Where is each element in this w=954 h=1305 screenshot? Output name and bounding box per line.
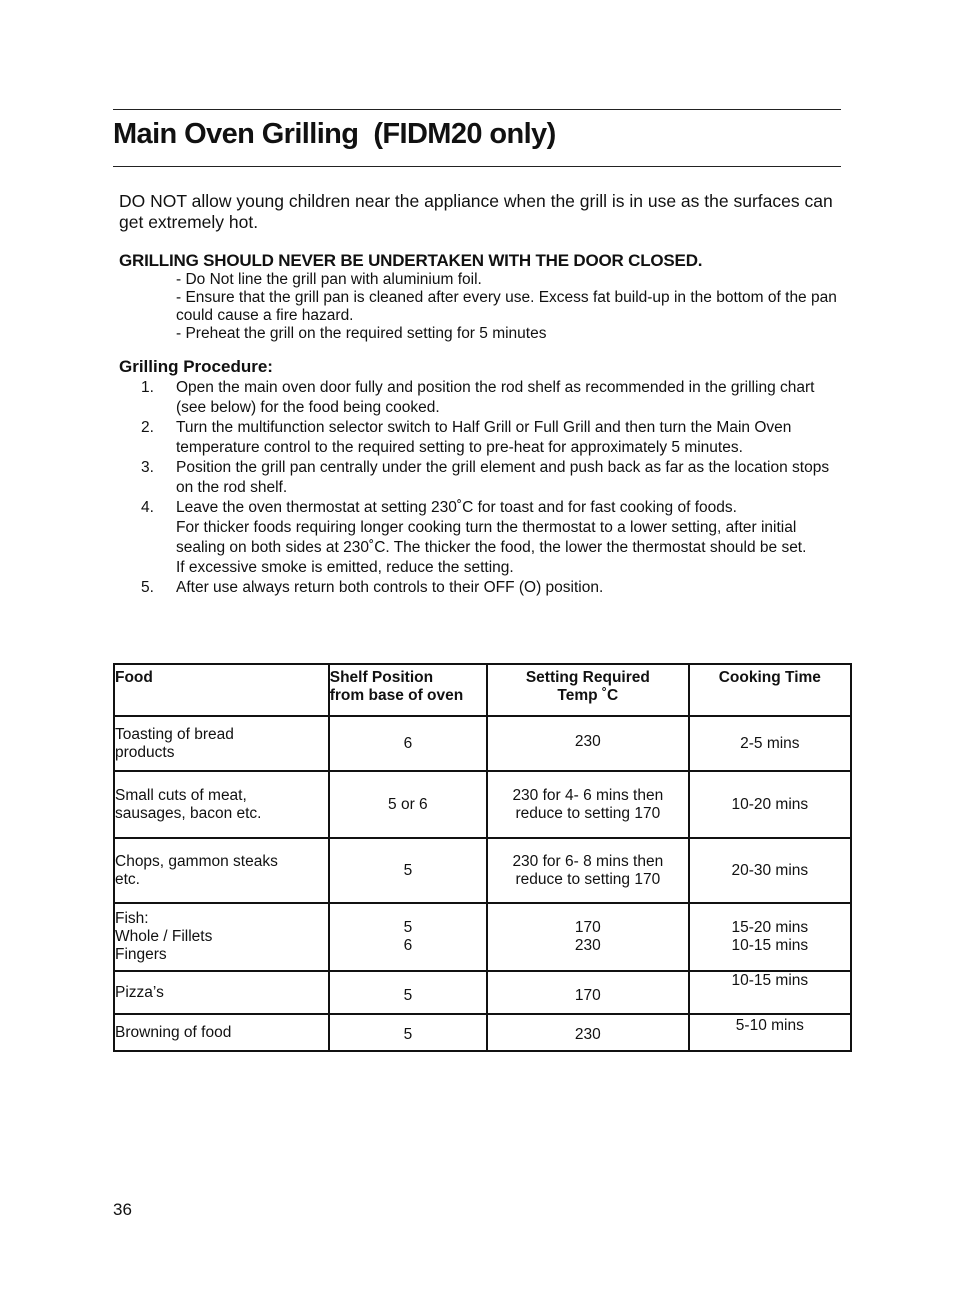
door-warning-heading: GRILLING SHOULD NEVER BE UNDERTAKEN WITH THE DOOR CLOSED. bbox=[119, 251, 703, 270]
food-cell: Pizza’s bbox=[114, 971, 329, 1014]
setting-cell: 230 for 6- 8 mins then reduce to setting 170 bbox=[487, 838, 689, 903]
table-row bbox=[114, 971, 851, 1014]
time-cell: 15-20 mins 10-15 mins bbox=[689, 903, 851, 971]
header-cooking-time: Cooking Time bbox=[689, 664, 851, 716]
setting-cell: 170 230 bbox=[487, 903, 689, 971]
food-cell: Browning of food bbox=[114, 1014, 329, 1051]
table-row bbox=[114, 903, 851, 971]
food-cell: Toasting of bread products bbox=[114, 716, 329, 771]
time-cell: 10-20 mins bbox=[689, 771, 851, 838]
food-cell: Fish: Whole / Fillets Fingers bbox=[114, 903, 329, 971]
child-safety-warning: DO NOT allow young children near the appliance when the grill is in use as the surfaces can get extremely hot. bbox=[119, 191, 833, 232]
food-cell: Chops, gammon steaks etc. bbox=[114, 838, 329, 903]
title-rule-bottom bbox=[113, 166, 841, 167]
step-text: Position the grill pan centrally under the grill element and push back as far as the location stops on the rod shelf. bbox=[176, 459, 830, 496]
door-warning-item: - Do Not line the grill pan with aluminium foil. bbox=[176, 271, 482, 288]
procedure-step bbox=[119, 418, 845, 458]
shelf-cell: 6 bbox=[329, 716, 487, 771]
page-number: 36 bbox=[113, 1200, 132, 1219]
door-warning-list bbox=[176, 271, 848, 343]
title-rule-top bbox=[113, 109, 841, 110]
step-text: If excessive smoke is emitted, reduce the setting. bbox=[176, 559, 514, 576]
table-row bbox=[114, 838, 851, 903]
step-text: Open the main oven door fully and position the rod shelf as recommended in the grilling chart (see below) for the food being cooked. bbox=[176, 379, 815, 416]
door-warning-item: - Preheat the grill on the required setting for 5 minutes bbox=[176, 325, 547, 342]
procedure-heading: Grilling Procedure: bbox=[119, 357, 273, 376]
time-cell: 2-5 mins bbox=[689, 716, 851, 771]
step-text: Turn the multifunction selector switch to Half Grill or Full Grill and then turn the Main Oven temperature control to the required setting to pre-heat for approximately 5 minutes. bbox=[176, 419, 792, 456]
step-number: 2. bbox=[141, 419, 154, 436]
step-text: Leave the oven thermostat at setting 230˚C for toast and for fast cooking of foods. bbox=[176, 499, 737, 516]
shelf-cell: 5 6 bbox=[329, 903, 487, 971]
setting-cell: 230 bbox=[487, 716, 689, 771]
step-text: After use always return both controls to their OFF (O) position. bbox=[176, 579, 604, 596]
header-setting-required: Setting Required Temp ˚C bbox=[487, 664, 689, 716]
grilling-chart-header bbox=[114, 664, 851, 716]
food-cell: Small cuts of meat, sausages, bacon etc. bbox=[114, 771, 329, 838]
setting-cell: 170 bbox=[487, 971, 689, 1014]
procedure-step bbox=[119, 498, 845, 578]
step-number: 1. bbox=[141, 379, 154, 396]
time-cell: 20-30 mins bbox=[689, 838, 851, 903]
step-number: 5. bbox=[141, 579, 154, 596]
shelf-cell: 5 bbox=[329, 1014, 487, 1051]
shelf-cell: 5 bbox=[329, 838, 487, 903]
setting-cell: 230 for 4- 6 mins then reduce to setting 170 bbox=[487, 771, 689, 838]
table-row bbox=[114, 771, 851, 838]
procedure-step bbox=[119, 578, 845, 598]
procedure-step bbox=[119, 378, 845, 418]
time-cell: 10-15 mins bbox=[689, 971, 851, 1014]
step-number: 4. bbox=[141, 499, 154, 516]
procedure-steps bbox=[119, 378, 845, 598]
page-title: Main Oven Grilling (FIDM20 only) bbox=[113, 118, 556, 150]
door-warning-item: - Ensure that the grill pan is cleaned after every use. Excess fat build-up in the bottom of the pan could cause a fire hazard. bbox=[176, 289, 837, 324]
table-row bbox=[114, 1014, 851, 1051]
step-number: 3. bbox=[141, 459, 154, 476]
procedure-step bbox=[119, 458, 845, 498]
shelf-cell: 5 or 6 bbox=[329, 771, 487, 838]
step-text: For thicker foods requiring longer cooking turn the thermostat to a lower setting, after initial sealing on both sides at 230˚C. The thicker the food, the lower the thermostat should be set. bbox=[176, 519, 807, 556]
setting-cell: 230 bbox=[487, 1014, 689, 1051]
grilling-chart bbox=[113, 663, 852, 1052]
time-cell: 5-10 mins bbox=[689, 1014, 851, 1051]
shelf-cell: 5 bbox=[329, 971, 487, 1014]
table-row bbox=[114, 716, 851, 771]
header-food: Food bbox=[114, 664, 329, 716]
header-shelf-position: Shelf Position from base of oven bbox=[329, 664, 487, 716]
